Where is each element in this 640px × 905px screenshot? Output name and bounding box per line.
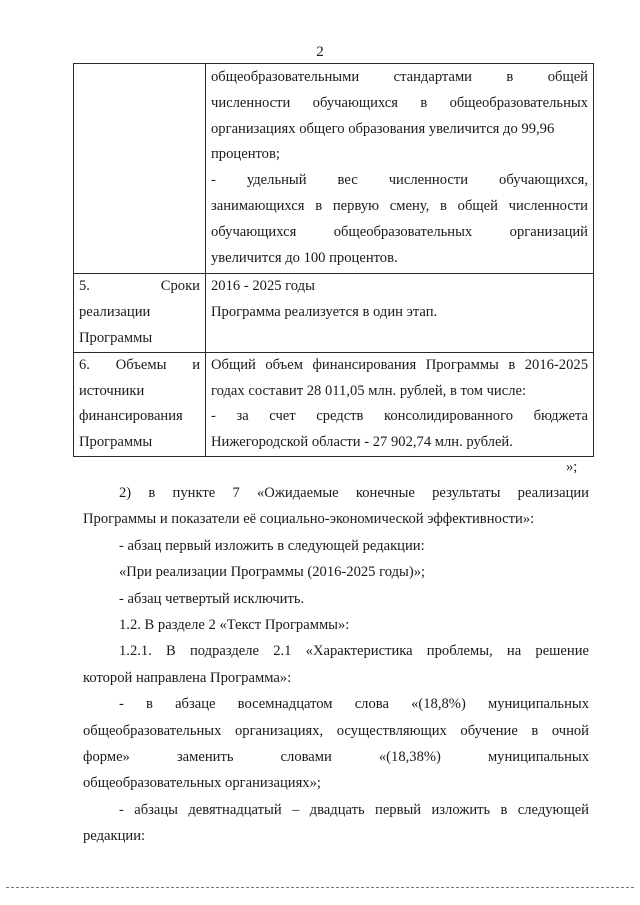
table-cell-content [206, 64, 594, 274]
paragraph-line: 2) в пункте 7 «Ожидаемые конечные результаты реализации [119, 485, 589, 501]
program-passport-table [73, 63, 594, 457]
paragraph-line: форме» заменить словами «(18,38%) муниципальных [83, 749, 589, 766]
paragraph-line: 1.2.1. В подразделе 2.1 «Характеристика проблемы, на решение [119, 643, 589, 660]
cell-line: организациях общего образования увеличится до 99,96 [211, 120, 555, 137]
table-row [74, 64, 594, 274]
cell-line: процентов; [211, 146, 280, 163]
page-number: 2 [316, 44, 324, 60]
cell-line: годах составит 28 011,05 млн. рублей, в том числе: [211, 382, 527, 399]
paragraph-line: общеобразовательных организациях, осуществляющих обучение в очной [83, 722, 589, 739]
table-cell-label [74, 352, 206, 456]
table-row [74, 274, 594, 352]
closing-quote: »; [566, 459, 578, 475]
cell-line: обучающихся общеобразовательных организаций [211, 223, 588, 240]
label-line: финансирования [79, 408, 183, 425]
cell-line: занимающихся в первую смену, в общей численности [211, 197, 588, 214]
cell-line: - за счет средств консолидированного бюджета [211, 408, 588, 425]
cell-line: 2016 - 2025 годы [211, 278, 315, 295]
amendment-text [83, 480, 589, 850]
paragraph-line: - абзацы девятнадцатый – двадцать первый изложить в следующей [119, 801, 589, 818]
label-line: 6. Объемы и [79, 356, 200, 373]
scan-edge-line [6, 887, 634, 888]
paragraph-line: которой направлена Программа»: [83, 669, 292, 686]
table-row [74, 352, 594, 456]
table-cell-content [206, 352, 594, 456]
paragraph-line: редакции: [83, 828, 146, 845]
paragraph-line: Программы и показатели её социально-экономической эффективности»: [83, 511, 535, 528]
cell-line: Нижегородской области - 27 902,74 млн. рублей. [211, 434, 513, 451]
cell-line: увеличится до 100 процентов. [211, 249, 398, 266]
cell-line: общеобразовательными стандартами в общей [211, 69, 588, 85]
cell-line: численности обучающихся в общеобразовательных [211, 94, 588, 111]
label-line: реализации [79, 304, 151, 321]
paragraph-line: - абзац первый изложить в следующей редакции: [119, 537, 425, 554]
table-cell-content [206, 274, 594, 352]
label-line: Программы [79, 434, 153, 451]
paragraph-line: общеобразовательных организациях»; [83, 775, 321, 792]
paragraph-line: 1.2. В разделе 2 «Текст Программы»: [119, 617, 350, 634]
table-cell-label [74, 274, 206, 352]
label-line: 5. Сроки [79, 278, 200, 295]
paragraph-line: «При реализации Программы (2016-2025 годы)»; [119, 564, 426, 581]
paragraph-line: - в абзаце восемнадцатом слова «(18,8%) муниципальных [119, 696, 589, 713]
paragraph-line: - абзац четвертый исключить. [119, 590, 305, 607]
label-line: источники [79, 382, 145, 399]
table-cell-label [74, 64, 206, 274]
cell-line: Программа реализуется в один этап. [211, 304, 438, 321]
cell-line: - удельный вес численности обучающихся, [211, 172, 588, 189]
label-line: Программы [79, 329, 153, 346]
cell-line: Общий объем финансирования Программы в 2016-2025 [211, 356, 588, 373]
